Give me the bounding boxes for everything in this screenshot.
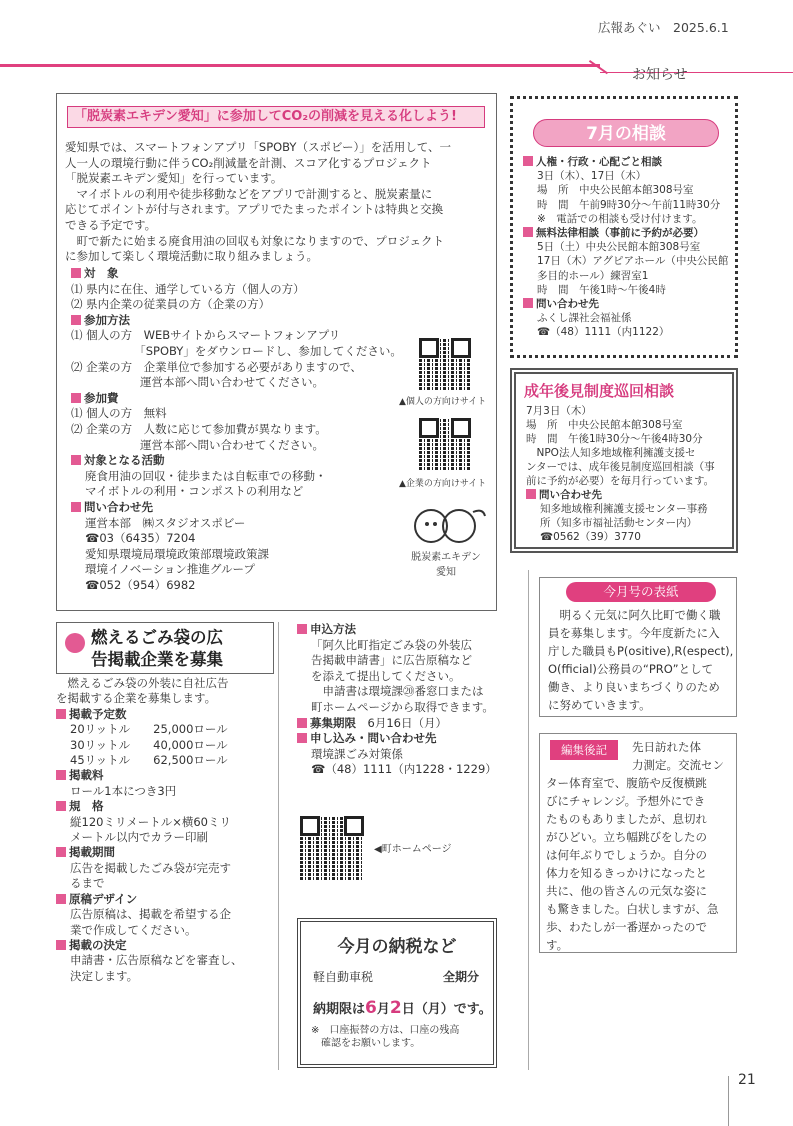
editor-line: 体力を知るきっかけになったと — [546, 866, 707, 880]
july-consult-box — [510, 96, 738, 358]
consult-line: ふくし課社会福祉係 — [537, 312, 632, 325]
contact-line: 愛知県環境局環境政策部環境政策課 — [85, 546, 269, 561]
cover-line: 員を募集します。今年度新たに入 — [548, 626, 720, 640]
editor-note-text — [546, 774, 719, 954]
editor-line: 先日訪れた体 — [632, 740, 701, 754]
cover-line: 働き、より良いまちづくりのため — [548, 680, 720, 694]
cover-line: 庁した職員もP(ositive),R(espect), — [548, 644, 734, 658]
intro-line: 人一人の環境行動に伴うCO₂削減量を計測、スコア化するプロジェクト — [65, 155, 432, 170]
qr-code-company[interactable] — [419, 418, 471, 470]
contact-line: 環境イノベーション推進グループ — [85, 562, 255, 577]
consult-line: 5日（土）中央公民館本館308号室 — [537, 241, 701, 254]
editor-line: は何年ぶりでしょうか。自分の — [546, 848, 707, 862]
tax-item: 軽自動車税 — [313, 970, 374, 984]
editor-line: ター体育室で、腹筋や反復横跳 — [546, 776, 707, 790]
apply-section: 申込方法 「阿久比町指定ごみ袋の外装広 告掲載申請書」に広告原稿など を添えて提出してください。 申請書は環境課⑳番窓口または 町ホームページから取得できます。 募集期限 6月16日（月） 申し込み・問い合わせ先 環境課ごみ対策係 ☎（48）1111（内1228・1229） — [297, 622, 497, 778]
guardian-contact-line: 所（知多市福祉活動センター内） — [540, 517, 698, 529]
qr-code-town[interactable] — [300, 816, 364, 880]
guardian-line: ンターでは、成年後見制度巡回相談（事 — [526, 461, 715, 473]
apply-line: 申請書は環境課⑳番窓口または — [311, 684, 484, 699]
july-consult-title: 7月の相談 — [533, 119, 719, 147]
tax-note-line: ※ 口座振替の方は、口座の残高 — [311, 1025, 460, 1036]
fee-line: ⑵ 企業の方 人数に応じて参加費が異なります。 — [71, 421, 327, 436]
ekiden-logo-text: 脱炭素エキデン 愛知 — [411, 552, 481, 578]
consult-line: 時 間 午前9時30分～午前11時30分 — [537, 198, 721, 211]
editor-line: も驚きました。白状しますが、急 — [546, 902, 719, 916]
apply-line: 町ホームページから取得できます。 — [311, 699, 494, 714]
cover-line: に努めていきます。 — [548, 698, 651, 712]
activity-line: 廃食用油の回収・徒歩または自転車での移動・ — [85, 468, 327, 483]
guardian-line: 7月3日（木） — [526, 405, 592, 417]
guardian-line: 時 間 午後1時30分～午後4時30分 — [526, 433, 703, 445]
guardian-line: 場 所 中央公民館本館308号室 — [526, 419, 683, 431]
method-line: ⑴ 個人の方 WEBサイトからスマートフォンアプリ — [71, 328, 341, 343]
apply-line: ☎（48）1111（内1228・1229） — [311, 762, 497, 777]
cover-box — [539, 577, 737, 717]
qr-caption-company: ▲企業の方向けサイト — [399, 479, 487, 489]
tax-period: 全期分 — [442, 970, 479, 984]
fee-line: ⑴ 個人の方 無料 — [71, 406, 167, 421]
editor-line: す。 — [546, 938, 569, 952]
cover-line: 明るく元気に阿久比町で働く職 — [548, 608, 721, 622]
qr-caption-town: ◀町ホームページ — [374, 844, 452, 855]
tax-box — [297, 918, 497, 1068]
bag-ad-title: 燃えるごみ袋の広 告掲載企業を募集 — [91, 628, 223, 669]
apply-line: 「阿久比町指定ごみ袋の外装広 — [311, 637, 472, 652]
tax-deadline: 納期限は6月2日（月）です。 — [313, 998, 492, 1018]
main-article — [56, 93, 497, 611]
tax-title: 今月の納税など — [337, 937, 457, 957]
bag-intro-line: を掲載する企業を募集します。 — [56, 691, 217, 706]
guardian-contact-line: ☎0562（39）3770 — [540, 531, 641, 543]
apply-line: 告掲載申請書」に広告原稿など — [311, 653, 472, 668]
guardian-consult-title: 成年後見制度巡回相談 — [524, 382, 675, 400]
intro-line: 愛知県では、スマートフォンアプリ「SPOBY（スポビー）」を活用して、一 — [65, 140, 452, 154]
consult-line: 多目的ホール）練習室1 — [537, 269, 649, 282]
editor-line: びにチャレンジ。予想外にでき — [546, 794, 706, 808]
bag-line: 業で作成してください。 — [70, 922, 197, 937]
bag-ad-body: 燃えるごみ袋の外装に自社広告 を掲載する企業を募集します。 掲載予定数 20リットル 25,000ロール 30リットル 40,000ロール 45リットル 62,500ロール 掲載料 ロール1本につき3円 規 格 縦120ミリメートル×横60ミリ メートル以内でカラー印刷 掲載期間 広告を掲載したごみ袋が完売す るまで 原稿デザイン 広告原稿は、掲載を希望する企 業で作成してください。 掲載の決定 申請書・広告原稿などを審査し、 決定します。 — [56, 676, 243, 983]
bag-line: メートル以内でカラー印刷 — [70, 830, 208, 845]
bag-line: るまで — [70, 876, 105, 891]
intro-line: マイボトルの利用や徒歩移動などをアプリで計測すると、脱炭素量に — [65, 186, 433, 201]
tax-note-line: 確認をお願いします。 — [311, 1038, 421, 1049]
intro-line: 町で新たに始まる廃食用油の回収も対象になりますので、プロジェクト — [65, 233, 445, 248]
consult-line: ☎（48）1111（内1122） — [537, 326, 670, 339]
activity-line: マイボトルの利用・コンポストの利用など — [85, 484, 304, 499]
bullet-icon — [65, 633, 85, 653]
header — [598, 18, 729, 36]
consult-line: ※ 電話での相談も受け付けます。 — [537, 212, 703, 225]
bag-line: 縦120ミリメートル×横60ミリ — [70, 814, 231, 829]
bag-line: 30リットル 40,000ロール — [70, 737, 228, 752]
bag-ad-title-box — [56, 622, 274, 674]
apply-line: 環境課ごみ対策係 — [311, 746, 403, 761]
fee-line: 運営本部へ問い合わせてください。 — [71, 437, 324, 452]
bag-intro-line: 燃えるごみ袋の外装に自社広告 — [56, 676, 229, 690]
editor-line: 歩、わたしが一番遅かったので — [546, 920, 707, 934]
page-number: 21 — [738, 1072, 756, 1088]
apply-line: を添えて提出してください。 — [311, 668, 461, 683]
bag-line: 広告を掲載したごみ袋が完売す — [70, 860, 231, 875]
guardian-line: 前に予約が必要）を毎月行っています。 — [526, 475, 715, 487]
qr-caption-personal: ▲個人の方向けサイト — [399, 397, 487, 407]
consult-line: 17日（木）アグピアホール（中央公民館 — [537, 255, 729, 268]
cover-line: O(fficial)公務員の“PRO”として — [548, 662, 714, 676]
contact-line: 運営本部 ㈱スタジオスポビー — [85, 515, 246, 530]
editor-line: 力測定。交流セン — [632, 758, 724, 772]
ekiden-logo — [401, 506, 491, 546]
header-rule — [0, 64, 600, 67]
intro-line: 応じてポイントが付与されます。アプリでたまったポイントは特典と交換 — [65, 202, 444, 217]
intro-line: できる予定です。 — [65, 217, 157, 232]
editor-line: 共に、他の皆さんの元気な姿に — [546, 884, 707, 898]
editor-line: がひどい。立ち幅跳びをしたの — [546, 830, 707, 844]
qr-code-personal[interactable] — [419, 338, 471, 390]
consult-line: 時 間 午後1時～午後4時 — [537, 283, 666, 296]
bag-line: 20リットル 25,000ロール — [70, 722, 228, 737]
contact-line: ☎052（954）6982 — [85, 577, 196, 592]
intro-line: 「脱炭素エキデン愛知」を行っています。 — [65, 171, 283, 186]
method-line: 運営本部へ問い合わせてください。 — [71, 375, 324, 390]
section-title: お知らせ — [632, 67, 688, 83]
editor-note-first — [632, 738, 724, 774]
guardian-consult-box — [510, 368, 738, 553]
editor-note-tag: 編集後記 — [550, 740, 618, 760]
bag-line: ロール1本につき3円 — [70, 783, 177, 798]
contact-line: ☎03（6435）7204 — [85, 531, 196, 546]
guardian-consult-body: 7月3日（木） 場 所 中央公民館本館308号室 時 間 午後1時30分～午後4時30分 NPO法人知多地域権利擁護支援セ ンターでは、成年後見制度巡回相談（事 前に予約が必要）を毎月行っています。 問い合わせ先 知多地域権利擁護支援センター事務 所（知多市福祉活動センター内） ☎0562（39）3770 — [526, 405, 715, 543]
target-section: 対 象 ⑴ 県内に在住、通学している方（個人の方） ⑵ 県内企業の従業員の方（企業の方） 参加方法 ⑴ 個人の方 WEBサイトからスマートフォンアプリ 「SPOBY」をダウンロードし、参加してください。 ⑵ 企業の方 企業単位で参加する必要がありますので、 運営本部へ問い合わせてください。 参加費 ⑴ 個人の方 無料 ⑵ 企業の方 人数に応じて参加費が異なります。 運営本部へ問い合わせてください。 対象となる活動 廃食用油の回収・徒歩または自転車での移動・ マイボトルの利用・コンポストの利用など 問い合わせ先 運営本部 ㈱スタジオスポビー ☎03（6435）7204 愛知県環境局環境政策部環境政策課 環境イノベーション推進グループ ☎052（954）6982 — [71, 266, 402, 592]
guardian-line: NPO法人知多地域権利擁護支援セ — [526, 447, 696, 459]
bag-line: 広告原稿は、掲載を希望する企 — [70, 907, 231, 922]
july-consult-body: 人権・行政・心配ごと相談 3日（木）、17日（木） 場 所 中央公民館本館308号室 時 間 午前9時30分～午前11時30分 ※ 電話での相談も受け付けます。 無料法律相談（事前に予約が必要） 5日（土）中央公民館本館308号室 17日（木）アグピアホール（中央公民館 多目的ホール）練習室1 時 間 午後1時～午後4時 問い合わせ先 ふくし課社会福祉係 ☎（48）1111（内1122） — [523, 155, 728, 340]
consult-line: 3日（木）、17日（木） — [537, 170, 647, 183]
bag-line: 決定します。 — [70, 968, 139, 983]
consult-line: 場 所 中央公民館本館308号室 — [537, 184, 694, 197]
editor-line: たものもありましたが、息切れ — [546, 812, 707, 826]
method-line: 「SPOBY」をダウンロードし、参加してください。 — [71, 343, 402, 358]
guardian-contact-line: 知多地域権利擁護支援センター事務 — [540, 503, 708, 515]
bag-line: 45リットル 62,500ロール — [70, 753, 228, 768]
editor-note-box — [539, 733, 737, 953]
header-rule-right — [600, 72, 793, 73]
main-intro — [65, 140, 451, 265]
method-line: ⑵ 企業の方 企業単位で参加する必要がありますので、 — [71, 359, 362, 374]
bag-line: 申請書・広告原稿などを審査し、 — [70, 953, 243, 968]
intro-line: に参加して楽しく環境活動に取り組みましょう。 — [65, 249, 318, 264]
page-rule — [728, 1076, 729, 1126]
publication-name: 広報あぐい — [598, 20, 661, 35]
target-line: ⑴ 県内に在住、通学している方（個人の方） — [71, 281, 305, 296]
issue-date: 2025.6.1 — [673, 20, 729, 35]
target-line: ⑵ 県内企業の従業員の方（企業の方） — [71, 297, 271, 312]
cover-text — [548, 606, 733, 714]
column-divider — [528, 570, 529, 1070]
cover-title: 今月号の表紙 — [566, 582, 716, 602]
column-divider-2 — [278, 622, 279, 1070]
main-article-title: 「脱炭素エキデン愛知」に参加してCO₂の削減を見える化しよう! — [67, 106, 485, 128]
tax-note — [311, 1024, 459, 1050]
